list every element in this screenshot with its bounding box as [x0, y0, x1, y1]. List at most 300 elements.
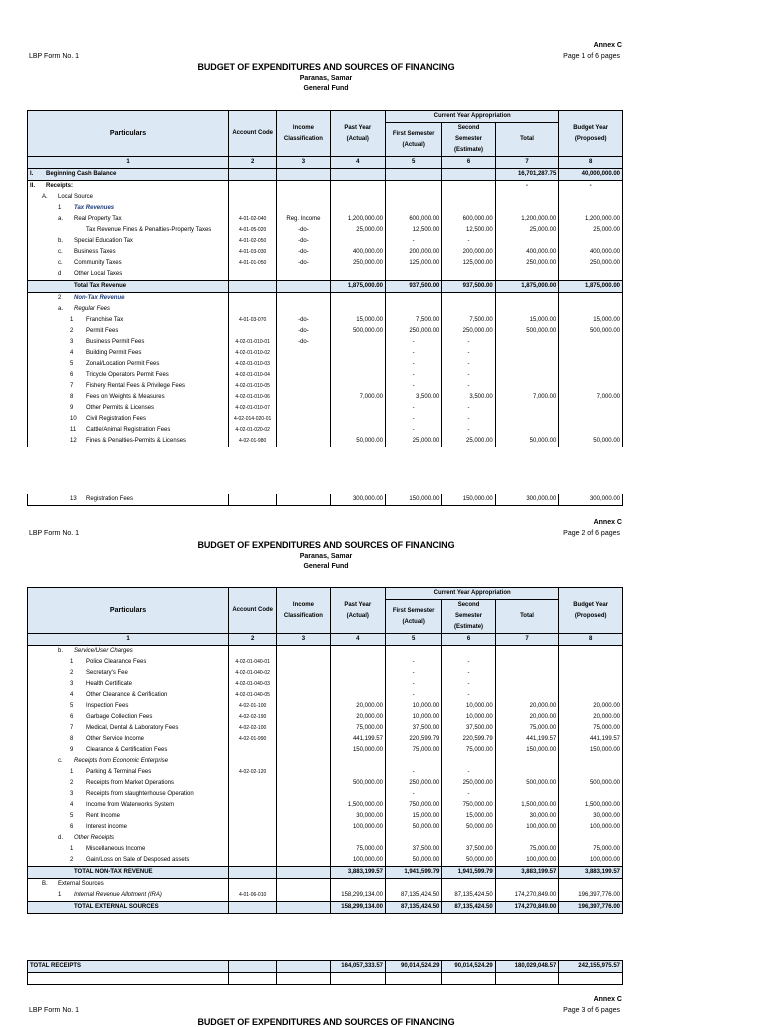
- total-value: 16,701,287.75: [495, 169, 559, 181]
- budget-value: 1,500,000.00: [559, 800, 623, 811]
- total-value: [495, 293, 559, 305]
- income-class-value: [277, 879, 330, 891]
- col-number: 6: [442, 157, 495, 169]
- first-sem-value: -: [385, 679, 441, 690]
- col-particulars: Particulars: [28, 111, 229, 157]
- total-value: [495, 203, 559, 214]
- income-class-value: -do-: [277, 247, 330, 258]
- row-label: 7 Medical, Dental & Laboratory Fees: [28, 723, 229, 734]
- table-row: [28, 723, 623, 734]
- past-year-value: 441,199.57: [330, 734, 385, 745]
- account-code-value: [229, 800, 277, 811]
- budget-value: [559, 879, 623, 891]
- table-row: [28, 668, 623, 679]
- second-sem-value: [442, 293, 495, 305]
- budget-value: [559, 304, 623, 315]
- budget-value: [559, 381, 623, 392]
- second-sem-value: -: [442, 690, 495, 701]
- past-year-value: 1,875,000.00: [330, 281, 385, 293]
- second-sem-value: -: [442, 789, 495, 800]
- row-label: 1 Police Clearance Fees: [28, 657, 229, 668]
- income-class-value: [277, 269, 330, 281]
- account-code-value: [229, 745, 277, 756]
- budget-value: 400,000.00: [559, 247, 623, 258]
- total-value: 3,883,199.57: [495, 867, 559, 879]
- past-year-value: 400,000.00: [330, 247, 385, 258]
- past-year-value: 500,000.00: [330, 326, 385, 337]
- table-row: [28, 867, 623, 879]
- table-row: [28, 800, 623, 811]
- income-class-value: [277, 690, 330, 701]
- past-year-value: 1,500,000.00: [330, 800, 385, 811]
- budget-value: 242,155,975.57: [559, 961, 623, 973]
- second-sem-value: 87,135,424.50: [442, 890, 495, 902]
- budget-value: 75,000.00: [559, 844, 623, 855]
- past-year-value: 500,000.00: [330, 778, 385, 789]
- first-sem-value: -: [385, 236, 441, 247]
- row-label: 11 Cattle/Animal Registration Fees: [28, 425, 229, 436]
- past-year-value: 164,057,333.57: [330, 961, 385, 973]
- registration-fees-table: [27, 494, 623, 506]
- row-label: 1 Internal Revenue Allotment (IRA): [28, 890, 229, 902]
- second-sem-value: -: [442, 370, 495, 381]
- first-sem-value: -: [385, 767, 441, 778]
- past-year-value: [330, 348, 385, 359]
- row-label: 9 Clearance & Certification Fees: [28, 745, 229, 756]
- account-code-value: [229, 281, 277, 293]
- account-code-value: [229, 169, 277, 181]
- total-value: 15,000.00: [495, 315, 559, 326]
- row-label: a. Real Property Tax: [28, 214, 229, 225]
- page-count: Page 2 of 6 pages: [563, 530, 620, 537]
- row-label: I. Beginning Cash Balance: [28, 169, 229, 181]
- second-sem-value: -: [442, 767, 495, 778]
- account-code-value: 4-02-01-020-02: [229, 425, 277, 436]
- second-sem-value: 200,000.00: [442, 247, 495, 258]
- second-sem-value: 750,000.00: [442, 800, 495, 811]
- total-value: 250,000.00: [495, 258, 559, 269]
- budget-value: [559, 679, 623, 690]
- past-year-value: 250,000.00: [330, 258, 385, 269]
- col-income-class: Income Classification: [277, 111, 330, 157]
- budget-value: [559, 833, 623, 844]
- first-sem-value: -: [385, 370, 441, 381]
- second-sem-value: 3,500.00: [442, 392, 495, 403]
- row-label: 6 Tricycle Operators Permit Fees: [28, 370, 229, 381]
- report-title: BUDGET OF EXPENDITURES AND SOURCES OF FINANCING: [197, 1017, 455, 1027]
- budget-table-page-2: [27, 587, 623, 914]
- first-sem-value: [385, 269, 441, 281]
- table-row: [28, 657, 623, 668]
- account-code-value: 4-02-01-010-07: [229, 403, 277, 414]
- col-number: 7: [495, 634, 559, 646]
- budget-value: 441,199.57: [559, 734, 623, 745]
- past-year-value: 75,000.00: [330, 844, 385, 855]
- total-value: 75,000.00: [495, 844, 559, 855]
- table-row: [28, 203, 623, 214]
- total-value: [495, 879, 559, 891]
- table-row: [28, 181, 623, 193]
- income-class-value: [277, 902, 330, 914]
- account-code-value: 4-01-03-030: [229, 247, 277, 258]
- row-label: II. Receipts:: [28, 181, 229, 193]
- income-class-value: [277, 855, 330, 867]
- table-row: [28, 811, 623, 822]
- second-sem-value: 150,000.00: [442, 494, 495, 506]
- first-sem-value: -: [385, 657, 441, 668]
- row-label: 5 Rent Income: [28, 811, 229, 822]
- total-value: 30,000.00: [495, 811, 559, 822]
- first-sem-value: [385, 169, 441, 181]
- second-sem-value: 220,599.79: [442, 734, 495, 745]
- page-count: Page 1 of 6 pages: [563, 53, 620, 60]
- row-label: 4 Other Clearance & Cerification: [28, 690, 229, 701]
- total-value: 75,000.00: [495, 723, 559, 734]
- income-class-value: [277, 281, 330, 293]
- first-sem-value: 50,000.00: [385, 855, 441, 867]
- second-sem-value: -: [442, 657, 495, 668]
- second-sem-value: [442, 269, 495, 281]
- budget-value: [559, 657, 623, 668]
- table-row: [28, 712, 623, 723]
- row-label: 3 Receipts from slaughterhouse Operation: [28, 789, 229, 800]
- row-label: 5 Inspection Fees: [28, 701, 229, 712]
- second-sem-value: 50,000.00: [442, 822, 495, 833]
- account-code-value: [229, 304, 277, 315]
- account-code-value: [229, 326, 277, 337]
- income-class-value: -do-: [277, 326, 330, 337]
- budget-value: [559, 690, 623, 701]
- row-label: 1 Parking & Terminal Fees: [28, 767, 229, 778]
- first-sem-value: -: [385, 425, 441, 436]
- budget-value: 1,200,000.00: [559, 214, 623, 225]
- table-row: [28, 304, 623, 315]
- row-label: 2 Receipts from Market Operations: [28, 778, 229, 789]
- income-class-value: [277, 778, 330, 789]
- col-total: Total: [495, 123, 559, 157]
- second-sem-value: [442, 203, 495, 214]
- past-year-value: [330, 337, 385, 348]
- account-code-value: 4-01-03-070: [229, 315, 277, 326]
- row-label: 2 Gain/Loss on Sale of Desposed assets: [28, 855, 229, 867]
- budget-value: 300,000.00: [559, 494, 623, 506]
- col-number: 1: [28, 634, 229, 646]
- income-class-value: -do-: [277, 258, 330, 269]
- second-sem-value: -: [442, 425, 495, 436]
- budget-value: 500,000.00: [559, 778, 623, 789]
- second-sem-value: 37,500.00: [442, 723, 495, 734]
- second-sem-value: 250,000.00: [442, 778, 495, 789]
- table-row: [28, 690, 623, 701]
- account-code-value: 4-02-01-040-03: [229, 679, 277, 690]
- income-class-value: -do-: [277, 225, 330, 236]
- budget-value: [559, 646, 623, 658]
- budget-value: -: [559, 181, 623, 193]
- total-value: 174,270,849.00: [495, 890, 559, 902]
- col-number: 2: [229, 634, 277, 646]
- account-code-value: [229, 203, 277, 214]
- row-label: TOTAL NON-TAX REVENUE: [28, 867, 229, 879]
- second-sem-value: 87,135,424.50: [442, 902, 495, 914]
- budget-value: 3,883,199.57: [559, 867, 623, 879]
- income-class-value: [277, 436, 330, 447]
- budget-value: 196,397,776.00: [559, 902, 623, 914]
- budget-value: [559, 425, 623, 436]
- col-number: 2: [229, 157, 277, 169]
- account-code-value: 4-02-02-120: [229, 767, 277, 778]
- first-sem-value: 10,000.00: [385, 701, 441, 712]
- past-year-value: [330, 668, 385, 679]
- account-code-value: [229, 778, 277, 789]
- col-first-sem: First Semester (Actual): [385, 123, 441, 157]
- past-year-value: 50,000.00: [330, 436, 385, 447]
- past-year-value: [330, 236, 385, 247]
- income-class-value: [277, 392, 330, 403]
- income-class-value: [277, 844, 330, 855]
- second-sem-value: 250,000.00: [442, 326, 495, 337]
- income-class-value: [277, 203, 330, 214]
- first-sem-value: 150,000.00: [386, 494, 442, 506]
- total-value: 400,000.00: [495, 247, 559, 258]
- first-sem-value: 87,135,424.50: [385, 902, 441, 914]
- second-sem-value: [442, 879, 495, 891]
- account-code-value: 4-02-01-010-04: [229, 370, 277, 381]
- budget-value: [559, 192, 623, 203]
- past-year-value: [330, 169, 385, 181]
- past-year-value: 20,000.00: [330, 712, 385, 723]
- budget-value: [559, 293, 623, 305]
- row-label: a. Regular Fees: [28, 304, 229, 315]
- budget-value: 75,000.00: [559, 723, 623, 734]
- row-label: b. Special Education Tax: [28, 236, 229, 247]
- col-number: 5: [385, 634, 441, 646]
- past-year-value: [330, 690, 385, 701]
- account-code-value: 4-02-01-980: [229, 436, 277, 447]
- account-code-value: [229, 833, 277, 844]
- first-sem-value: [385, 192, 441, 203]
- account-code-value: 4-02-01-040-02: [229, 668, 277, 679]
- table-row: [28, 436, 623, 447]
- col-past-year: Past Year (Actual): [330, 588, 385, 634]
- row-label: 2 Permit Fees: [28, 326, 229, 337]
- second-sem-value: 1,941,599.79: [442, 867, 495, 879]
- col-number: 3: [277, 157, 330, 169]
- budget-value: 20,000.00: [559, 701, 623, 712]
- table-row: [28, 403, 623, 414]
- income-class-value: [277, 192, 330, 203]
- total-value: 1,200,000.00: [495, 214, 559, 225]
- income-class-value: [277, 381, 330, 392]
- second-sem-value: -: [442, 359, 495, 370]
- row-label: 6 Interest income: [28, 822, 229, 833]
- second-sem-value: 15,000.00: [442, 811, 495, 822]
- row-label: c. Receipts from Economic Enterprise: [28, 756, 229, 767]
- table-row: [28, 789, 623, 800]
- first-sem-value: 125,000.00: [385, 258, 441, 269]
- col-number: 6: [442, 634, 495, 646]
- income-class-value: Reg. Income: [277, 214, 330, 225]
- table-row: [28, 236, 623, 247]
- budget-value: 25,000.00: [559, 225, 623, 236]
- income-class-value: [277, 679, 330, 690]
- row-label: d Other Local Taxes: [28, 269, 229, 281]
- col-second-sem: Second Semester (Estimate): [442, 123, 495, 157]
- row-label: Tax Revenue Fines & Penalties-Property Taxes: [28, 225, 229, 236]
- row-label: 2 Non-Tax Revenue: [28, 293, 229, 305]
- budget-value: 500,000.00: [559, 326, 623, 337]
- first-sem-value: -: [385, 690, 441, 701]
- income-class-value: [277, 734, 330, 745]
- row-label: 2 Secretary's Fee: [28, 668, 229, 679]
- table-row: [28, 247, 623, 258]
- row-label: 9 Other Permits & Licenses: [28, 403, 229, 414]
- first-sem-value: 37,500.00: [385, 844, 441, 855]
- second-sem-value: 50,000.00: [442, 855, 495, 867]
- second-sem-value: 10,000.00: [442, 701, 495, 712]
- table-row: [28, 269, 623, 281]
- total-value: 25,000.00: [495, 225, 559, 236]
- past-year-value: [330, 879, 385, 891]
- income-class-value: [277, 712, 330, 723]
- budget-value: [559, 756, 623, 767]
- total-value: [495, 381, 559, 392]
- account-code-value: 4-02-01-010-03: [229, 359, 277, 370]
- budget-value: 100,000.00: [559, 855, 623, 867]
- income-class-value: [277, 756, 330, 767]
- first-sem-value: 15,000.00: [385, 811, 441, 822]
- col-budget-year: Budget Year (Proposed): [559, 588, 623, 634]
- col-number: 4: [330, 634, 385, 646]
- annex-label: Annex C: [593, 519, 622, 526]
- first-sem-value: -: [385, 348, 441, 359]
- col-budget-year: Budget Year (Proposed): [559, 111, 623, 157]
- table-row: [28, 381, 623, 392]
- past-year-value: [330, 181, 385, 193]
- income-class-value: [277, 668, 330, 679]
- budget-value: [559, 203, 623, 214]
- past-year-value: 158,299,134.00: [330, 902, 385, 914]
- col-second-sem: Second Semester (Estimate): [442, 600, 495, 634]
- past-year-value: 15,000.00: [330, 315, 385, 326]
- row-label: 8 Other Service Income: [28, 734, 229, 745]
- second-sem-value: -: [442, 414, 495, 425]
- col-account-code: Account Code: [229, 588, 277, 634]
- account-code-value: [229, 646, 277, 658]
- first-sem-value: 250,000.00: [385, 326, 441, 337]
- col-number: 7: [495, 157, 559, 169]
- fund-name: General Fund: [303, 85, 349, 92]
- budget-value: 20,000.00: [559, 712, 623, 723]
- past-year-value: [330, 293, 385, 305]
- total-value: [495, 236, 559, 247]
- total-value: [495, 646, 559, 658]
- past-year-value: 7,000.00: [330, 392, 385, 403]
- past-year-value: [330, 370, 385, 381]
- second-sem-value: 25,000.00: [442, 436, 495, 447]
- budget-value: [559, 370, 623, 381]
- table-row: [28, 679, 623, 690]
- table-row: [28, 214, 623, 225]
- budget-value: 7,000.00: [559, 392, 623, 403]
- table-row: [28, 370, 623, 381]
- first-sem-value: [385, 181, 441, 193]
- table-row: [28, 293, 623, 305]
- total-value: 100,000.00: [495, 822, 559, 833]
- first-sem-value: [385, 756, 441, 767]
- account-code-value: [229, 293, 277, 305]
- first-sem-value: [385, 833, 441, 844]
- account-code-value: 4-01-06-010: [229, 890, 277, 902]
- col-current-year: Current Year Appropriation: [385, 111, 558, 123]
- total-value: 500,000.00: [495, 778, 559, 789]
- row-label: 1 Miscellaneous Income: [28, 844, 229, 855]
- budget-value: [559, 348, 623, 359]
- past-year-value: [330, 304, 385, 315]
- row-label: b. Service/User Charges: [28, 646, 229, 658]
- first-sem-value: -: [385, 668, 441, 679]
- col-income-class: Income Classification: [277, 588, 330, 634]
- account-code-value: [229, 902, 277, 914]
- past-year-value: 30,000.00: [330, 811, 385, 822]
- total-value: 7,000.00: [495, 392, 559, 403]
- row-label: 8 Fees on Weights & Measures: [28, 392, 229, 403]
- total-value: 150,000.00: [495, 745, 559, 756]
- first-sem-value: [385, 304, 441, 315]
- first-sem-value: -: [385, 381, 441, 392]
- past-year-value: 300,000.00: [330, 494, 385, 506]
- account-code-value: [229, 192, 277, 203]
- col-account-code: Account Code: [229, 111, 277, 157]
- past-year-value: 100,000.00: [330, 855, 385, 867]
- row-label: 12 Fines & Penalties-Permits & Licenses: [28, 436, 229, 447]
- past-year-value: [330, 767, 385, 778]
- table-row: [28, 767, 623, 778]
- row-label: 3 Health Certificate: [28, 679, 229, 690]
- first-sem-value: 200,000.00: [385, 247, 441, 258]
- table-row: [28, 348, 623, 359]
- total-value: [495, 668, 559, 679]
- income-class-value: [277, 789, 330, 800]
- first-sem-value: [385, 293, 441, 305]
- account-code-value: 4-02-02-100: [229, 723, 277, 734]
- past-year-value: [330, 403, 385, 414]
- account-code-value: 4-01-02-040: [229, 214, 277, 225]
- row-label: 5 Zonal/Location Permit Fees: [28, 359, 229, 370]
- budget-value: 196,397,776.00: [559, 890, 623, 902]
- col-number: 1: [28, 157, 229, 169]
- past-year-value: [330, 833, 385, 844]
- budget-value: [559, 789, 623, 800]
- second-sem-value: -: [442, 679, 495, 690]
- first-sem-value: -: [385, 359, 441, 370]
- total-value: -: [495, 181, 559, 193]
- second-sem-value: 75,000.00: [442, 745, 495, 756]
- income-class-value: [277, 767, 330, 778]
- total-receipts-table: [27, 960, 623, 985]
- past-year-value: [330, 203, 385, 214]
- row-label: 3 Business Permit Fees: [28, 337, 229, 348]
- total-value: [495, 767, 559, 778]
- col-number: 5: [385, 157, 441, 169]
- col-first-sem: First Semester (Actual): [385, 600, 441, 634]
- total-value: 180,029,048.57: [495, 961, 559, 973]
- table-row: [28, 326, 623, 337]
- table-row: [28, 778, 623, 789]
- total-value: [495, 304, 559, 315]
- income-class-value: [277, 723, 330, 734]
- total-value: 1,500,000.00: [495, 800, 559, 811]
- total-value: [495, 414, 559, 425]
